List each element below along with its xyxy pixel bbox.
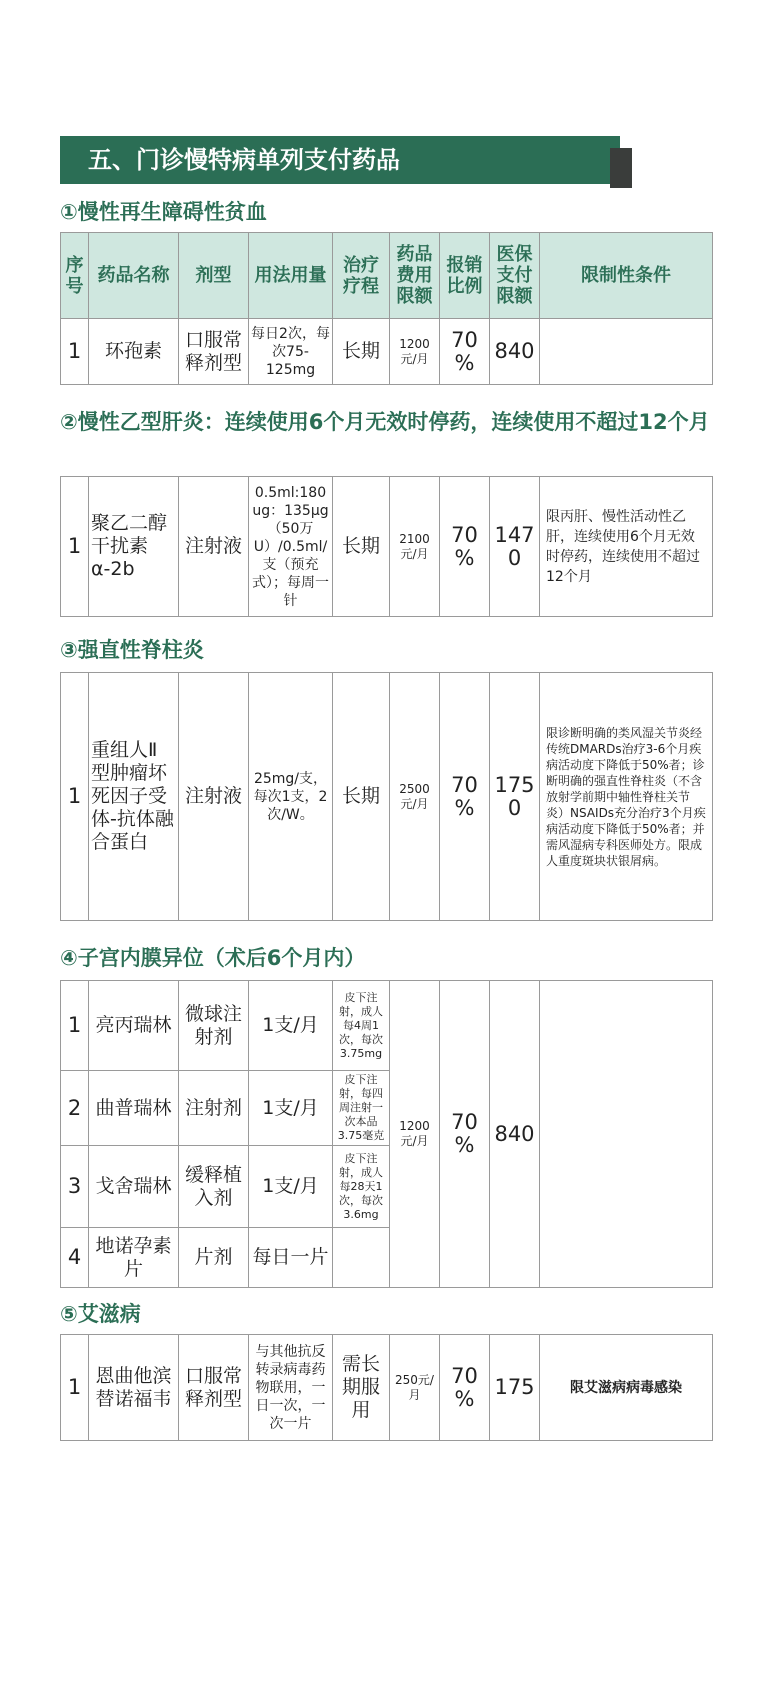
cell-name: 聚乙二醇干扰素α-2b: [89, 477, 179, 617]
header-pay: 医保支付限额: [490, 233, 540, 319]
cell-form: 注射剂: [179, 1071, 249, 1146]
cell-ratio: 70%: [440, 673, 490, 921]
cell-no: 1: [61, 477, 89, 617]
cell-limit: 1200元/月: [390, 319, 440, 385]
table-section-2: [60, 476, 713, 617]
cell-ratio: 70%: [440, 477, 490, 617]
section-4-heading: ④子宫内膜异位（术后6个月内）: [60, 946, 366, 970]
cell-course: 需长期服用: [333, 1335, 390, 1441]
header-limit: 药品费用限额: [390, 233, 440, 319]
title-bar-shadow: [610, 148, 632, 188]
cell-form: 缓释植入剂: [179, 1146, 249, 1228]
cell-pay: 175: [490, 1335, 540, 1441]
cell-no: 1: [61, 319, 89, 385]
cell-usage: 1支/月: [249, 1071, 333, 1146]
cell-course: 长期: [333, 319, 390, 385]
cell-limit: 250元/月: [390, 1335, 440, 1441]
header-row: [61, 233, 713, 319]
header-usage: 用法用量: [249, 233, 333, 319]
cell-form: 片剂: [179, 1228, 249, 1288]
cell-no: 2: [61, 1071, 89, 1146]
cell-name: 地诺孕素片: [89, 1228, 179, 1288]
header-no: 序号: [61, 233, 89, 319]
cell-course: 长期: [333, 673, 390, 921]
table-row: [61, 477, 713, 617]
cell-ratio: 70%: [440, 319, 490, 385]
cell-name: 曲普瑞林: [89, 1071, 179, 1146]
cell-cond: 限丙肝、慢性活动性乙肝，连续使用6个月无效时停药，连续使用不超过12个月: [540, 477, 713, 617]
cell-detail: [333, 1228, 390, 1288]
cell-limit: 1200元/月: [390, 981, 440, 1288]
cell-usage: 1支/月: [249, 1146, 333, 1228]
cell-name: 环孢素: [89, 319, 179, 385]
cell-usage: 每日一片: [249, 1228, 333, 1288]
cell-usage: 0.5ml:180ug：135μg（50万U）/0.5ml/支（预充式）；每周一针: [249, 477, 333, 617]
cell-form: 微球注射剂: [179, 981, 249, 1071]
table-row: [61, 981, 713, 1071]
cell-form: 注射液: [179, 477, 249, 617]
cell-name: 亮丙瑞林: [89, 981, 179, 1071]
section-title: 五、门诊慢特病单列支付药品: [60, 136, 620, 184]
cell-cond: [540, 319, 713, 385]
header-form: 剂型: [179, 233, 249, 319]
cell-name: 重组人Ⅱ型肿瘤坏死因子受体-抗体融合蛋白: [89, 673, 179, 921]
section-5-heading: ⑤艾滋病: [60, 1302, 141, 1326]
cell-usage: 每日2次，每次75-125mg: [249, 319, 333, 385]
cell-no: 1: [61, 1335, 89, 1441]
table-section-5: [60, 1334, 713, 1441]
cell-form: 注射液: [179, 673, 249, 921]
cell-course: 长期: [333, 477, 390, 617]
cell-pay: 1470: [490, 477, 540, 617]
cell-form: 口服常释剂型: [179, 319, 249, 385]
table-section-4: [60, 980, 713, 1288]
header-name: 药品名称: [89, 233, 179, 319]
table-row: [61, 1335, 713, 1441]
cell-pay: 840: [490, 319, 540, 385]
header-ratio: 报销比例: [440, 233, 490, 319]
cell-no: 4: [61, 1228, 89, 1288]
cell-name: 恩曲他滨替诺福韦: [89, 1335, 179, 1441]
section-1-heading: ①慢性再生障碍性贫血: [60, 200, 267, 224]
header-course: 治疗疗程: [333, 233, 390, 319]
cell-pay: 840: [490, 981, 540, 1288]
cell-pay: 1750: [490, 673, 540, 921]
table-row: [61, 319, 713, 385]
cell-no: 3: [61, 1146, 89, 1228]
cell-no: 1: [61, 981, 89, 1071]
cell-detail: 皮下注射，每四周注射一次本品3.75毫克: [333, 1071, 390, 1146]
cell-cond: 限诊断明确的类风湿关节炎经传统DMARDs治疗3-6个月疾病活动度下降低于50%者；诊断明确的强直性脊柱炎（不含放射学前期中轴性脊柱关节炎）NSAIDs充分治疗3个月疾病活动度下降低于50%者；并需风湿病专科医师处方。限成人重度斑块状银屑病。: [540, 673, 713, 921]
cell-form: 口服常释剂型: [179, 1335, 249, 1441]
cell-usage: 与其他抗反转录病毒药物联用，一日一次，一次一片: [249, 1335, 333, 1441]
cell-ratio: 70%: [440, 981, 490, 1288]
cell-detail: 皮下注射，成人每28天1次，每次3.6mg: [333, 1146, 390, 1228]
cell-no: 1: [61, 673, 89, 921]
cell-ratio: 70%: [440, 1335, 490, 1441]
table-section-1: [60, 232, 713, 385]
cell-cond: 限艾滋病病毒感染: [540, 1335, 713, 1441]
table-row: [61, 673, 713, 921]
cell-name: 戈舍瑞林: [89, 1146, 179, 1228]
cell-limit: 2100元/月: [390, 477, 440, 617]
section-2-heading: ②慢性乙型肝炎：连续使用6个月无效时停药，连续使用不超过12个月: [60, 410, 710, 434]
cell-limit: 2500元/月: [390, 673, 440, 921]
cell-detail: 皮下注射，成人每4周1次，每次3.75mg: [333, 981, 390, 1071]
cell-cond: [540, 981, 713, 1288]
table-section-3: [60, 672, 713, 921]
cell-usage: 1支/月: [249, 981, 333, 1071]
section-3-heading: ③强直性脊柱炎: [60, 638, 204, 662]
cell-usage: 25mg/支，每次1支，2次/W。: [249, 673, 333, 921]
header-cond: 限制性条件: [540, 233, 713, 319]
